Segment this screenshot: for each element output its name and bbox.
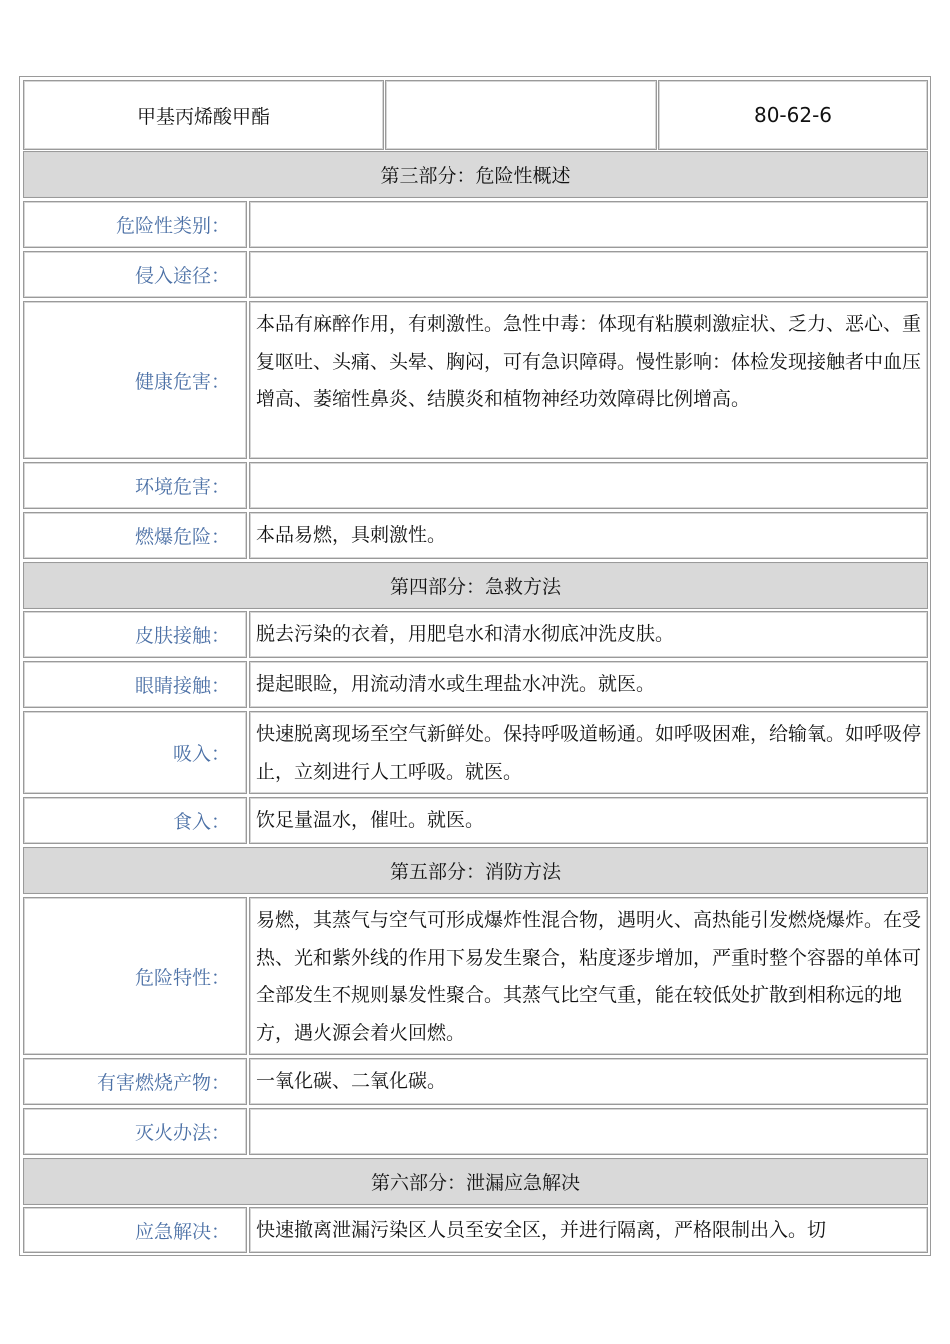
- section-title-part4: 第四部分：急救方法: [23, 562, 928, 609]
- value-entry-route: [249, 251, 928, 298]
- label-hazard-category: 危险性类别：: [23, 201, 247, 248]
- value-extinguishing-method: [249, 1108, 928, 1155]
- label-inhalation: 吸入：: [23, 711, 247, 794]
- label-extinguishing-method: 灭火办法：: [23, 1108, 247, 1155]
- value-hazard-characteristics: 易燃，其蒸气与空气可形成爆炸性混合物，遇明火、高热能引发燃烧爆炸。在受热、光和紫外线的作用下易发生聚合，粘度逐步增加，严重时整个容器的单体可全部发生不规则暴发性聚合。其蒸气比空气重，能在较低处扩散到相称远的地方，遇火源会着火回燃。: [249, 897, 928, 1055]
- label-skin-contact: 皮肤接触：: [23, 611, 247, 658]
- value-eye-contact: 提起眼睑，用流动清水或生理盐水冲洗。就医。: [249, 661, 928, 708]
- label-ingestion: 食入：: [23, 797, 247, 844]
- header-middle-cell: [385, 80, 657, 150]
- label-fire-explosion: 燃爆危险：: [23, 512, 247, 559]
- label-hazard-characteristics: 危险特性：: [23, 897, 247, 1055]
- value-ingestion: 饮足量温水，催吐。就医。: [249, 797, 928, 844]
- value-fire-explosion: 本品易燃，具刺激性。: [249, 512, 928, 559]
- section-title-part5: 第五部分：消防方法: [23, 847, 928, 894]
- label-eye-contact: 眼睛接触：: [23, 661, 247, 708]
- value-hazard-category: [249, 201, 928, 248]
- value-inhalation: 快速脱离现场至空气新鲜处。保持呼吸道畅通。如呼吸困难，给输氧。如呼吸停止，立刻进行人工呼吸。就医。: [249, 711, 928, 794]
- value-health-hazard: 本品有麻醉作用，有刺激性。急性中毒：体现有粘膜刺激症状、乏力、恶心、重复呕吐、头痛、头晕、胸闷，可有急识障碍。慢性影响：体检发现接触者中血压增高、萎缩性鼻炎、结膜炎和植物神经功效障碍比例增高。: [249, 301, 928, 459]
- chemical-name-cell: [23, 80, 384, 150]
- section-title-part6: 第六部分：泄漏应急解决: [23, 1158, 928, 1205]
- cas-number-cell: [658, 80, 928, 150]
- label-entry-route: 侵入途径：: [23, 251, 247, 298]
- value-environment-hazard: [249, 462, 928, 509]
- section-title-part3: 第三部分：危险性概述: [23, 151, 928, 198]
- label-emergency-response: 应急解决：: [23, 1207, 247, 1253]
- label-environment-hazard: 环境危害：: [23, 462, 247, 509]
- label-combustion-products: 有害燃烧产物：: [23, 1058, 247, 1105]
- value-emergency-response: 快速撤离泄漏污染区人员至安全区，并进行隔离，严格限制出入。切: [249, 1207, 928, 1253]
- chemical-name: 甲基丙烯酸甲酯: [136, 105, 270, 128]
- value-combustion-products: 一氧化碳、二氧化碳。: [249, 1058, 928, 1105]
- label-health-hazard: 健康危害：: [23, 301, 247, 459]
- cas-number: 80-62-6: [753, 103, 833, 127]
- value-skin-contact: 脱去污染的衣着，用肥皂水和清水彻底冲洗皮肤。: [249, 611, 928, 658]
